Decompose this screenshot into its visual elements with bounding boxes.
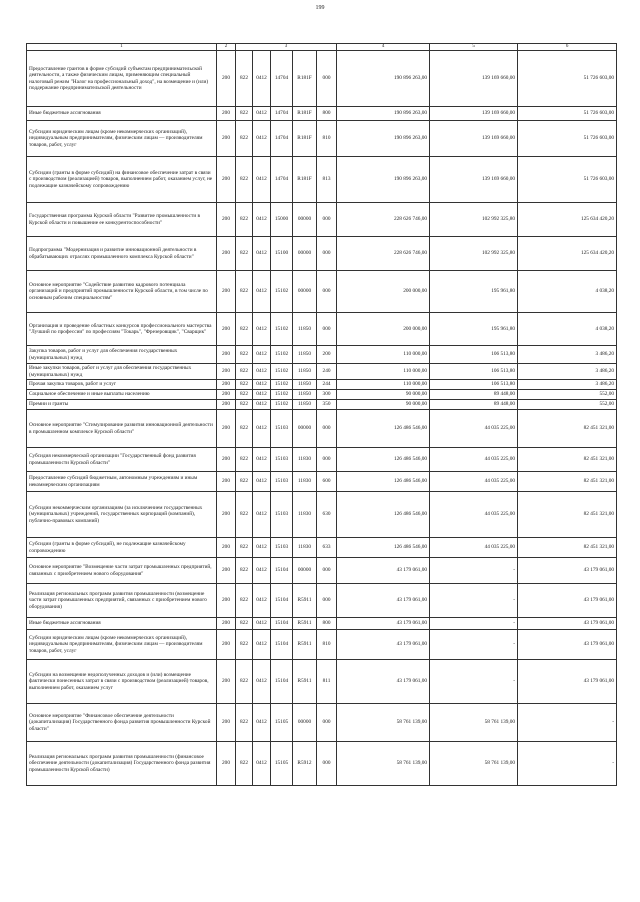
row-amount-col6: 3 486,20 bbox=[518, 346, 617, 364]
row-code-section: 0412 bbox=[253, 390, 271, 400]
row-code-expense-type: 000 bbox=[317, 558, 337, 584]
row-name: Государственная программа Курской области "Развитие промышленности в Курской области и повышение ее конкурентоспособности" bbox=[27, 203, 217, 237]
header-col-5: 5 bbox=[430, 44, 518, 51]
row-amount-col6: 43 179 061,00 bbox=[518, 618, 617, 630]
row-code-expense-type: 600 bbox=[317, 472, 337, 492]
row-code-section: 0412 bbox=[253, 237, 271, 271]
table-row bbox=[27, 271, 617, 313]
row-code-ved: 822 bbox=[236, 704, 253, 742]
row-code-ved: 822 bbox=[236, 618, 253, 630]
table-row bbox=[27, 51, 617, 107]
row-code-direction: R181F bbox=[293, 107, 317, 121]
table-row bbox=[27, 558, 617, 584]
table-row bbox=[27, 630, 617, 660]
row-code-200: 200 bbox=[217, 584, 236, 618]
row-code-expense-type: 000 bbox=[317, 742, 337, 786]
row-amount-col5: 139 169 660,00 bbox=[430, 121, 518, 157]
header-row bbox=[27, 44, 617, 51]
row-code-200: 200 bbox=[217, 400, 236, 410]
row-code-ved: 822 bbox=[236, 584, 253, 618]
row-amount-col4: 228 626 746,00 bbox=[337, 237, 430, 271]
row-amount-col6: 82 451 321,00 bbox=[518, 410, 617, 448]
row-amount-col6: 552,00 bbox=[518, 400, 617, 410]
row-code-direction: R181F bbox=[293, 51, 317, 107]
row-code-ved: 822 bbox=[236, 157, 253, 203]
row-amount-col5: 139 169 660,00 bbox=[430, 157, 518, 203]
row-name: Организация и проведение областных конкурсов профессионального мастерства "Лучший по профессии" по профессиям "Токарь", "Фрезеровщик", "Сварщик" bbox=[27, 313, 217, 346]
row-name: Иные бюджетные ассигнования bbox=[27, 107, 217, 121]
row-code-200: 200 bbox=[217, 538, 236, 558]
row-code-program: 15103 bbox=[271, 410, 293, 448]
table-row bbox=[27, 157, 617, 203]
row-code-ved: 822 bbox=[236, 558, 253, 584]
row-amount-col5: 195 961,80 bbox=[430, 271, 518, 313]
row-name: Субсидии (гранты в форме субсидий) на финансовое обеспечение затрат в связи с производством (реализацией) товаров, выполнением работ, оказанием услуг, не подлежащие казначейскому сопровождению bbox=[27, 157, 217, 203]
row-amount-col4: 58 761 139,00 bbox=[337, 742, 430, 786]
row-code-program: 15100 bbox=[271, 237, 293, 271]
row-code-program: 15102 bbox=[271, 364, 293, 380]
table-row bbox=[27, 346, 617, 364]
row-code-direction: 11850 bbox=[293, 380, 317, 390]
row-code-direction: R5911 bbox=[293, 630, 317, 660]
row-code-direction: R5912 bbox=[293, 742, 317, 786]
row-code-200: 200 bbox=[217, 472, 236, 492]
row-code-200: 200 bbox=[217, 121, 236, 157]
table-row bbox=[27, 704, 617, 742]
row-amount-col6: 43 179 061,00 bbox=[518, 630, 617, 660]
row-code-ved: 822 bbox=[236, 271, 253, 313]
table-row bbox=[27, 584, 617, 618]
header-col-4: 4 bbox=[337, 44, 430, 51]
row-code-direction: 11830 bbox=[293, 538, 317, 558]
row-amount-col6: 3 486,20 bbox=[518, 380, 617, 390]
row-amount-col6: 51 726 603,00 bbox=[518, 157, 617, 203]
row-code-direction: R5911 bbox=[293, 618, 317, 630]
row-code-ved: 822 bbox=[236, 390, 253, 400]
row-amount-col4: 126 486 546,00 bbox=[337, 472, 430, 492]
row-code-program: 15105 bbox=[271, 742, 293, 786]
row-code-ved: 822 bbox=[236, 660, 253, 704]
row-code-program: 14704 bbox=[271, 51, 293, 107]
row-amount-col6: 51 726 603,00 bbox=[518, 107, 617, 121]
row-amount-col6: 3 486,20 bbox=[518, 364, 617, 380]
row-code-expense-type: 800 bbox=[317, 618, 337, 630]
row-amount-col6: - bbox=[518, 704, 617, 742]
row-code-program: 15102 bbox=[271, 380, 293, 390]
row-code-expense-type: 633 bbox=[317, 538, 337, 558]
row-amount-col4: 43 179 061,00 bbox=[337, 584, 430, 618]
row-code-expense-type: 810 bbox=[317, 630, 337, 660]
row-code-expense-type: 000 bbox=[317, 704, 337, 742]
row-code-expense-type: 630 bbox=[317, 492, 337, 538]
row-name: Субсидии на возмещение недополученных доходов и (или) возмещение фактически понесенных затрат в связи с производством (реализацией) товаров, выполнением работ, оказанием услуг bbox=[27, 660, 217, 704]
row-code-200: 200 bbox=[217, 618, 236, 630]
row-code-expense-type: 000 bbox=[317, 313, 337, 346]
row-amount-col4: 190 896 263,00 bbox=[337, 51, 430, 107]
row-code-program: 15102 bbox=[271, 390, 293, 400]
row-code-section: 0412 bbox=[253, 121, 271, 157]
row-code-program: 15103 bbox=[271, 538, 293, 558]
row-code-program: 15102 bbox=[271, 271, 293, 313]
row-amount-col4: 110 000,00 bbox=[337, 380, 430, 390]
row-code-section: 0412 bbox=[253, 400, 271, 410]
row-code-200: 200 bbox=[217, 390, 236, 400]
row-amount-col6: 51 726 603,00 bbox=[518, 121, 617, 157]
row-code-ved: 822 bbox=[236, 380, 253, 390]
row-name: Иные бюджетные ассигнования bbox=[27, 618, 217, 630]
row-code-section: 0412 bbox=[253, 157, 271, 203]
row-code-section: 0412 bbox=[253, 742, 271, 786]
row-code-direction: 11850 bbox=[293, 400, 317, 410]
row-code-200: 200 bbox=[217, 271, 236, 313]
row-amount-col5: 139 169 660,00 bbox=[430, 51, 518, 107]
row-name: Субсидии (гранты в форме субсидий), не подлежащие казначейскому сопровождению bbox=[27, 538, 217, 558]
row-amount-col4: 90 000,00 bbox=[337, 390, 430, 400]
row-amount-col5: 58 761 139,00 bbox=[430, 742, 518, 786]
row-code-200: 200 bbox=[217, 410, 236, 448]
row-code-200: 200 bbox=[217, 107, 236, 121]
row-code-direction: R181F bbox=[293, 121, 317, 157]
row-amount-col5: 44 035 225,00 bbox=[430, 448, 518, 472]
row-amount-col5: - bbox=[430, 618, 518, 630]
row-amount-col6: 51 726 603,00 bbox=[518, 51, 617, 107]
row-amount-col5: 102 992 325,80 bbox=[430, 237, 518, 271]
row-name: Основное мероприятие "Содействие развитию кадрового потенциала организаций и предприятий промышленности Курской области, в том числе по основным рабочим специальностям" bbox=[27, 271, 217, 313]
row-code-ved: 822 bbox=[236, 121, 253, 157]
row-code-expense-type: 000 bbox=[317, 237, 337, 271]
row-code-program: 15104 bbox=[271, 558, 293, 584]
row-code-ved: 822 bbox=[236, 410, 253, 448]
row-amount-col4: 43 179 061,00 bbox=[337, 630, 430, 660]
row-name: Субсидия некоммерческой организации "Государственный фонд развития промышленности Курской области" bbox=[27, 448, 217, 472]
row-code-direction: R5911 bbox=[293, 584, 317, 618]
row-name: Субсидии некоммерческим организациям (за исключением государственных (муниципальных) учреждений, государственных корпораций (компаний), публично-правовых компаний) bbox=[27, 492, 217, 538]
row-code-200: 200 bbox=[217, 313, 236, 346]
table-row bbox=[27, 410, 617, 448]
row-code-program: 15103 bbox=[271, 448, 293, 472]
row-name: Реализация региональных программ развития промышленности (возмещение части затрат промышленных предприятий, связанных с приобретением нового оборудования) bbox=[27, 584, 217, 618]
row-code-expense-type: 000 bbox=[317, 271, 337, 313]
row-amount-col5: 102 992 325,80 bbox=[430, 203, 518, 237]
table-row bbox=[27, 107, 617, 121]
row-code-program: 14704 bbox=[271, 107, 293, 121]
row-amount-col5: 89 448,00 bbox=[430, 390, 518, 400]
row-name: Основное мероприятие "Финансовое обеспечение деятельности (докапитализация) Государственного фонда развития промышленности Курской области" bbox=[27, 704, 217, 742]
header-col-6: 6 bbox=[518, 44, 617, 51]
row-amount-col6: 82 451 321,00 bbox=[518, 448, 617, 472]
row-code-expense-type: 240 bbox=[317, 364, 337, 380]
row-code-ved: 822 bbox=[236, 364, 253, 380]
row-code-section: 0412 bbox=[253, 313, 271, 346]
row-amount-col6: 4 038,20 bbox=[518, 271, 617, 313]
row-amount-col5: 106 513,80 bbox=[430, 380, 518, 390]
row-code-200: 200 bbox=[217, 660, 236, 704]
row-name: Субсидии юридическим лицам (кроме некоммерческих организаций), индивидуальным предпринимателям, физическим лицам — производителям товаров, работ, услуг bbox=[27, 121, 217, 157]
row-amount-col4: 190 896 263,00 bbox=[337, 121, 430, 157]
row-amount-col4: 200 000,00 bbox=[337, 271, 430, 313]
row-code-section: 0412 bbox=[253, 492, 271, 538]
row-code-expense-type: 813 bbox=[317, 157, 337, 203]
row-amount-col4: 43 179 061,00 bbox=[337, 660, 430, 704]
row-amount-col5: 58 761 139,00 bbox=[430, 704, 518, 742]
row-amount-col6: 82 451 321,00 bbox=[518, 538, 617, 558]
table-row bbox=[27, 472, 617, 492]
row-code-expense-type: 350 bbox=[317, 400, 337, 410]
row-code-200: 200 bbox=[217, 380, 236, 390]
row-code-ved: 822 bbox=[236, 313, 253, 346]
header-col-2: 2 bbox=[217, 44, 236, 51]
row-amount-col4: 200 000,00 bbox=[337, 313, 430, 346]
row-name: Премии и гранты bbox=[27, 400, 217, 410]
row-code-direction: 00000 bbox=[293, 271, 317, 313]
row-amount-col6: 82 451 321,00 bbox=[518, 492, 617, 538]
row-name: Субсидии юридическим лицам (кроме некоммерческих организаций), индивидуальным предпринимателям, физическим лицам — производителям товаров, работ, услуг bbox=[27, 630, 217, 660]
row-amount-col4: 110 000,00 bbox=[337, 364, 430, 380]
header-col-1: 1 bbox=[27, 44, 217, 51]
row-code-direction: 00000 bbox=[293, 203, 317, 237]
row-code-direction: R181F bbox=[293, 157, 317, 203]
row-amount-col5: 106 513,80 bbox=[430, 346, 518, 364]
row-amount-col4: 126 486 546,00 bbox=[337, 448, 430, 472]
row-code-section: 0412 bbox=[253, 364, 271, 380]
row-code-ved: 822 bbox=[236, 742, 253, 786]
row-amount-col6: - bbox=[518, 742, 617, 786]
row-code-section: 0412 bbox=[253, 203, 271, 237]
row-code-200: 200 bbox=[217, 742, 236, 786]
row-code-expense-type: 800 bbox=[317, 107, 337, 121]
row-amount-col5: - bbox=[430, 558, 518, 584]
row-code-200: 200 bbox=[217, 203, 236, 237]
row-amount-col5: - bbox=[430, 630, 518, 660]
table-row bbox=[27, 618, 617, 630]
row-code-ved: 822 bbox=[236, 492, 253, 538]
row-amount-col6: 125 634 420,20 bbox=[518, 237, 617, 271]
row-code-section: 0412 bbox=[253, 630, 271, 660]
row-name: Закупка товаров, работ и услуг для обеспечения государственных (муниципальных) нужд bbox=[27, 346, 217, 364]
row-code-200: 200 bbox=[217, 51, 236, 107]
row-code-ved: 822 bbox=[236, 630, 253, 660]
table-row bbox=[27, 660, 617, 704]
row-code-ved: 822 bbox=[236, 107, 253, 121]
row-code-direction: 00000 bbox=[293, 704, 317, 742]
row-amount-col5: 139 169 660,00 bbox=[430, 107, 518, 121]
row-code-direction: 11830 bbox=[293, 448, 317, 472]
table-row bbox=[27, 203, 617, 237]
table-row bbox=[27, 742, 617, 786]
row-code-program: 15104 bbox=[271, 584, 293, 618]
row-name: Подпрограмма "Модернизация и развитие инновационной деятельности в обрабатывающих отраслях промышленного комплекса Курской области" bbox=[27, 237, 217, 271]
row-code-200: 200 bbox=[217, 364, 236, 380]
row-code-direction: 11850 bbox=[293, 390, 317, 400]
row-amount-col4: 43 179 061,00 bbox=[337, 558, 430, 584]
table-row bbox=[27, 313, 617, 346]
row-code-section: 0412 bbox=[253, 271, 271, 313]
row-code-direction: 11850 bbox=[293, 313, 317, 346]
row-code-program: 15104 bbox=[271, 630, 293, 660]
row-code-ved: 822 bbox=[236, 538, 253, 558]
row-amount-col5: 44 035 225,00 bbox=[430, 410, 518, 448]
row-code-direction: R5911 bbox=[293, 660, 317, 704]
row-code-200: 200 bbox=[217, 630, 236, 660]
row-name: Основное мероприятие "Стимулирование развития инновационной деятельности в промышленном комплексе Курской области" bbox=[27, 410, 217, 448]
row-amount-col5: - bbox=[430, 584, 518, 618]
row-code-200: 200 bbox=[217, 558, 236, 584]
row-amount-col5: 44 035 225,00 bbox=[430, 538, 518, 558]
row-code-expense-type: 000 bbox=[317, 410, 337, 448]
row-name: Реализация региональных программ развития промышленности (финансовое обеспечение деятельности (докапитализация) Государственного фонда развития промышленности Курской области) bbox=[27, 742, 217, 786]
row-code-program: 15102 bbox=[271, 400, 293, 410]
row-code-expense-type: 000 bbox=[317, 448, 337, 472]
table-row bbox=[27, 364, 617, 380]
row-code-ved: 822 bbox=[236, 237, 253, 271]
row-amount-col6: 125 634 420,20 bbox=[518, 203, 617, 237]
row-code-expense-type: 810 bbox=[317, 121, 337, 157]
row-code-ved: 822 bbox=[236, 346, 253, 364]
row-code-direction: 11850 bbox=[293, 364, 317, 380]
page-number: 199 bbox=[315, 5, 325, 11]
row-code-section: 0412 bbox=[253, 618, 271, 630]
row-code-direction: 11830 bbox=[293, 472, 317, 492]
row-amount-col4: 110 000,00 bbox=[337, 346, 430, 364]
row-code-ved: 822 bbox=[236, 203, 253, 237]
row-code-section: 0412 bbox=[253, 346, 271, 364]
row-amount-col5: 195 961,80 bbox=[430, 313, 518, 346]
row-code-program: 15103 bbox=[271, 472, 293, 492]
row-code-program: 15104 bbox=[271, 618, 293, 630]
table-row bbox=[27, 237, 617, 271]
row-name: Основное мероприятие "Возмещение части затрат промышленных предприятий, связанных с приобретением нового оборудования" bbox=[27, 558, 217, 584]
row-amount-col5: 89 448,00 bbox=[430, 400, 518, 410]
table-row bbox=[27, 121, 617, 157]
row-code-expense-type: 811 bbox=[317, 660, 337, 704]
row-code-200: 200 bbox=[217, 704, 236, 742]
row-name: Социальное обеспечение и иные выплаты населению bbox=[27, 390, 217, 400]
row-code-expense-type: 200 bbox=[317, 346, 337, 364]
row-code-ved: 822 bbox=[236, 51, 253, 107]
row-code-section: 0412 bbox=[253, 448, 271, 472]
row-code-program: 15102 bbox=[271, 313, 293, 346]
row-code-section: 0412 bbox=[253, 107, 271, 121]
row-code-section: 0412 bbox=[253, 472, 271, 492]
row-code-section: 0412 bbox=[253, 538, 271, 558]
row-code-expense-type: 000 bbox=[317, 51, 337, 107]
table-row bbox=[27, 538, 617, 558]
row-amount-col6: 43 179 061,00 bbox=[518, 558, 617, 584]
row-code-expense-type: 000 bbox=[317, 584, 337, 618]
row-amount-col5: 44 035 225,00 bbox=[430, 492, 518, 538]
row-amount-col5: - bbox=[430, 660, 518, 704]
row-code-direction: 11850 bbox=[293, 346, 317, 364]
row-name: Предоставление субсидий бюджетным, автономным учреждениям и иным некоммерческим организациям bbox=[27, 472, 217, 492]
table-row bbox=[27, 492, 617, 538]
row-code-program: 14704 bbox=[271, 121, 293, 157]
row-amount-col4: 90 000,00 bbox=[337, 400, 430, 410]
row-amount-col4: 126 486 546,00 bbox=[337, 410, 430, 448]
row-code-200: 200 bbox=[217, 492, 236, 538]
row-code-expense-type: 244 bbox=[317, 380, 337, 390]
row-code-program: 15105 bbox=[271, 704, 293, 742]
row-code-section: 0412 bbox=[253, 51, 271, 107]
table-row bbox=[27, 380, 617, 390]
row-code-direction: 11830 bbox=[293, 492, 317, 538]
row-code-direction: 00000 bbox=[293, 237, 317, 271]
row-amount-col6: 552,00 bbox=[518, 390, 617, 400]
table-row bbox=[27, 400, 617, 410]
row-code-section: 0412 bbox=[253, 410, 271, 448]
row-code-200: 200 bbox=[217, 448, 236, 472]
row-code-section: 0412 bbox=[253, 660, 271, 704]
header-col-3: 3 bbox=[236, 44, 337, 51]
row-amount-col6: 43 179 061,00 bbox=[518, 584, 617, 618]
row-amount-col4: 190 896 263,00 bbox=[337, 107, 430, 121]
row-amount-col6: 82 451 321,00 bbox=[518, 472, 617, 492]
row-code-expense-type: 300 bbox=[317, 390, 337, 400]
row-code-direction: 00000 bbox=[293, 410, 317, 448]
row-code-200: 200 bbox=[217, 157, 236, 203]
row-code-program: 15103 bbox=[271, 492, 293, 538]
row-code-program: 14704 bbox=[271, 157, 293, 203]
row-code-program: 15000 bbox=[271, 203, 293, 237]
budget-table bbox=[26, 43, 617, 786]
row-amount-col6: 43 179 061,00 bbox=[518, 660, 617, 704]
row-amount-col4: 190 896 263,00 bbox=[337, 157, 430, 203]
row-code-section: 0412 bbox=[253, 704, 271, 742]
row-amount-col4: 126 486 546,00 bbox=[337, 492, 430, 538]
row-code-200: 200 bbox=[217, 237, 236, 271]
row-code-section: 0412 bbox=[253, 558, 271, 584]
table-row bbox=[27, 448, 617, 472]
row-code-200: 200 bbox=[217, 346, 236, 364]
row-code-section: 0412 bbox=[253, 380, 271, 390]
row-code-program: 15102 bbox=[271, 346, 293, 364]
row-amount-col4: 228 626 746,00 bbox=[337, 203, 430, 237]
row-code-expense-type: 000 bbox=[317, 203, 337, 237]
row-code-program: 15104 bbox=[271, 660, 293, 704]
row-amount-col4: 43 179 061,00 bbox=[337, 618, 430, 630]
row-name: Иные закупки товаров, работ и услуг для обеспечения государственных (муниципальных) нужд bbox=[27, 364, 217, 380]
row-code-ved: 822 bbox=[236, 400, 253, 410]
row-name: Прочая закупка товаров, работ и услуг bbox=[27, 380, 217, 390]
row-amount-col4: 126 486 546,00 bbox=[337, 538, 430, 558]
row-amount-col5: 44 035 225,00 bbox=[430, 472, 518, 492]
row-code-direction: 00000 bbox=[293, 558, 317, 584]
row-code-section: 0412 bbox=[253, 584, 271, 618]
row-code-ved: 822 bbox=[236, 472, 253, 492]
row-amount-col4: 58 761 139,00 bbox=[337, 704, 430, 742]
table-row bbox=[27, 390, 617, 400]
row-name: Предоставление грантов в форме субсидий субъектам предпринимательской деятельности, а также физическим лицам, применяющим специальный налоговый режим "Налог на профессиональный доход", на возмещение и (или) поддержание предпринимательской деятельности bbox=[27, 51, 217, 107]
row-amount-col6: 4 038,20 bbox=[518, 313, 617, 346]
row-code-ved: 822 bbox=[236, 448, 253, 472]
row-amount-col5: 106 513,80 bbox=[430, 364, 518, 380]
